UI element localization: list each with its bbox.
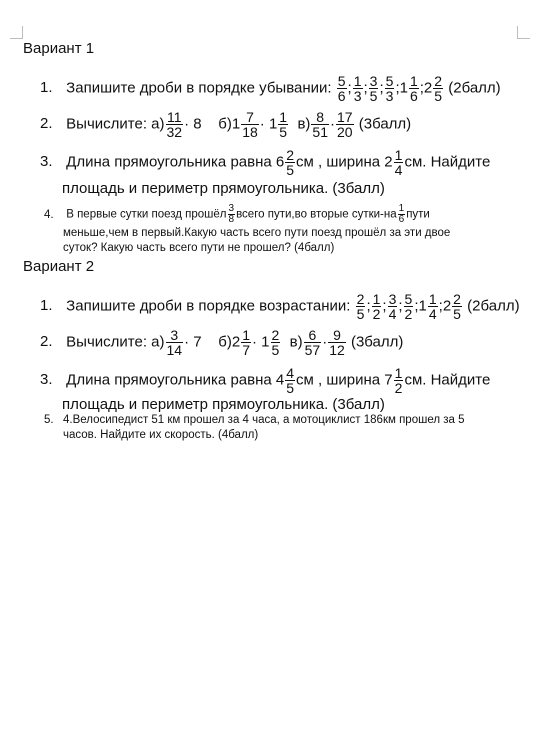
fraction: $\frac{3}{8}$: [228, 203, 235, 225]
fraction: $\frac{2}{5}$: [453, 291, 461, 322]
page-corner-mark-left: [10, 26, 23, 39]
v2-task-1: 1. Запишите дроби в порядке возрастании: $\frac{2}{5}$ ; $\frac{1}{2}$ ; $\frac{3}{4}$ ; $\frac{5}{2}$ ;1 $\frac{1}{4}$ ;2 $\frac{2}{5}$ (2балл): [40, 291, 520, 322]
task-points: (3балл): [358, 115, 412, 133]
fraction: $\frac{1}{5}$: [279, 109, 288, 140]
task-text: Запишите дроби в порядке убывании:: [66, 79, 332, 97]
fraction: $\frac{3}{5}$: [369, 73, 378, 104]
fraction: $\frac{4}{5}$: [286, 365, 295, 396]
v2-task-2: 2. Вычислите: а) $\frac{3}{14}$ · 7 б)2 $\frac{1}{7}$ · 1 $\frac{2}{5}$ в) $\frac{6}{57}$ · $\frac{9}{12}$ (3балл): [40, 327, 404, 358]
task-points: (2балл): [448, 79, 501, 97]
fraction: $\frac{1}{6}$: [409, 73, 418, 104]
fraction: $\frac{5}{3}$: [385, 73, 394, 104]
fraction: $\frac{2}{5}$: [434, 73, 443, 104]
fraction: $\frac{8}{51}$: [312, 109, 328, 140]
fraction: $\frac{1}{3}$: [353, 73, 362, 104]
task-number: 5.: [44, 414, 54, 426]
task-number: 2.: [40, 115, 53, 133]
task-number: 4.: [44, 208, 54, 221]
v2-task-5-line-2: часов. Найдите их скорость. (4балл): [63, 429, 259, 441]
fraction: $\frac{1}{2}$: [394, 365, 403, 396]
fraction: $\frac{5}{2}$: [404, 291, 413, 322]
task-points: (3балл): [350, 333, 404, 351]
fraction: $\frac{7}{18}$: [242, 109, 258, 140]
variant-2-heading: Вариант 2: [23, 258, 95, 275]
fraction: $\frac{3}{14}$: [166, 327, 183, 358]
fraction: $\frac{9}{12}$: [329, 327, 345, 358]
fraction: $\frac{6}{57}$: [304, 327, 321, 358]
variant-1-heading: Вариант 1: [23, 40, 95, 57]
task-text: Запишите дроби в порядке возрастании:: [66, 297, 351, 315]
fraction: $\frac{2}{5}$: [356, 291, 365, 322]
fraction: $\frac{5}{6}$: [337, 73, 346, 104]
v2-task-5: 5. 4.Велосипедист 51 км прошел за 4 часа, а мотоциклист 186км прошел за 5: [44, 414, 465, 426]
fraction: $\frac{11}{32}$: [166, 109, 183, 140]
fraction: $\frac{1}{7}$: [242, 327, 250, 358]
fraction: $\frac{3}{4}$: [388, 291, 397, 322]
v2-task-3-line-2: площадь и периметр прямоугольника. (3балл): [62, 396, 385, 413]
v1-task-3: 3. Длина прямоугольника равна 6 $\frac{2}{5}$ см , ширина 2 $\frac{1}{4}$ см. Найдите: [40, 147, 491, 178]
v1-task-4: 4. В первые сутки поезд прошёл $\frac{3}{8}$ всего пути,во вторые сутки-на $\frac{1}{6}$ пути: [44, 203, 430, 225]
v1-task-2: 2. Вычислите: а) $\frac{11}{32}$ · 8 б)1 $\frac{7}{18}$ · 1 $\frac{1}{5}$ в) $\frac{8}{51}$ · $\frac{17}{20}$ (3балл): [40, 109, 412, 140]
fraction: $\frac{1}{4}$: [428, 291, 437, 322]
task-number: 1.: [40, 79, 53, 97]
v1-task-3-line-2: площадь и периметр прямоугольника. (3балл): [62, 180, 385, 197]
v1-task-1: 1. Запишите дроби в порядке убывании: $\frac{5}{6}$ ; $\frac{1}{3}$ ; $\frac{3}{5}$ ; $\frac{5}{3}$ ;1 $\frac{1}{6}$ ;2 $\frac{2}{5}$ (2балл): [40, 73, 501, 104]
task-points: (2балл): [467, 297, 520, 315]
v1-task-4-line-2: меньше,чем в первый.Какую часть всего пути поезд прошёл за эти двое: [63, 227, 451, 239]
task-number: 3.: [40, 153, 53, 171]
fraction: $\frac{1}{2}$: [372, 291, 381, 322]
fraction: $\frac{17}{20}$: [336, 109, 353, 140]
task-number: 3.: [40, 371, 53, 389]
task-number: 2.: [40, 333, 53, 351]
fraction: $\frac{1}{4}$: [394, 147, 403, 178]
fraction: $\frac{1}{6}$: [398, 203, 405, 225]
v2-task-3: 3. Длина прямоугольника равна 4 $\frac{4}{5}$ см , ширина 7 $\frac{1}{2}$ см. Найдите: [40, 365, 491, 396]
task-number: 1.: [40, 297, 53, 315]
page-corner-mark-right: [517, 26, 530, 39]
fraction: $\frac{2}{5}$: [286, 147, 295, 178]
fraction: $\frac{2}{5}$: [271, 327, 280, 358]
v1-task-4-line-3: суток? Какую часть всего пути не прошел? (4балл): [63, 242, 335, 254]
